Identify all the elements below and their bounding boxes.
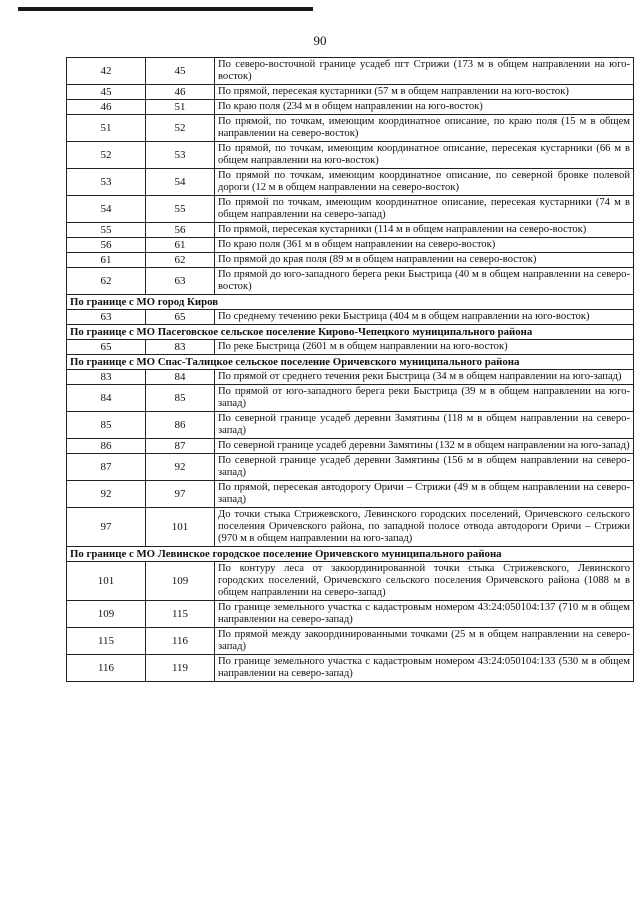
table-row bbox=[67, 115, 634, 142]
point-from: 84 bbox=[67, 385, 146, 412]
point-to: 85 bbox=[146, 385, 215, 412]
point-to: 87 bbox=[146, 439, 215, 454]
table-row bbox=[67, 58, 634, 85]
boundary-description: По прямой от юго-западного берега реки Быстрица (39 м в общем направлении на юго-запад) bbox=[215, 385, 634, 412]
point-from: 52 bbox=[67, 142, 146, 169]
table-row bbox=[67, 481, 634, 508]
section-header-row bbox=[67, 547, 634, 562]
section-header-row bbox=[67, 325, 634, 340]
boundary-description: До точки стыка Стрижевского, Левинского городских поселений, Оричевского сельского поселения Оричевского района, по западной полосе отвода автодороги Оричи – Стрижи (970 м в общем направлении на юго-запад) bbox=[215, 508, 634, 547]
boundary-description: По северной границе усадеб деревни Замятины (118 м в общем направлении на северо-запад) bbox=[215, 412, 634, 439]
boundary-description: По северной границе усадеб деревни Замятины (132 м в общем направлении на юго-запад) bbox=[215, 439, 634, 454]
point-to: 53 bbox=[146, 142, 215, 169]
point-to: 55 bbox=[146, 196, 215, 223]
boundary-description: По прямой от среднего течения реки Быстрица (34 м в общем направлении на юго-запад) bbox=[215, 370, 634, 385]
section-header: По границе с МО Спас-Талицкое сельское поселение Оричевского муниципального района bbox=[67, 355, 634, 370]
boundary-description: По прямой до юго-западного берега реки Быстрица (40 м в общем направлении на северо-восток) bbox=[215, 268, 634, 295]
boundary-description: По прямой по точкам, имеющим координатное описание, пересекая кустарники (74 м в общем направлении на северо-запад) bbox=[215, 196, 634, 223]
point-to: 116 bbox=[146, 628, 215, 655]
boundary-description: По прямой, по точкам, имеющим координатное описание, по краю поля (15 м в общем направлении на северо-восток) bbox=[215, 115, 634, 142]
table-row bbox=[67, 562, 634, 601]
point-from: 65 bbox=[67, 340, 146, 355]
boundary-description: По прямой по точкам, имеющим координатное описание, по северной бровке полевой дороги (12 м в общем направлении на северо-восток) bbox=[215, 169, 634, 196]
point-from: 86 bbox=[67, 439, 146, 454]
point-from: 97 bbox=[67, 508, 146, 547]
point-to: 61 bbox=[146, 238, 215, 253]
point-to: 115 bbox=[146, 601, 215, 628]
point-to: 119 bbox=[146, 655, 215, 682]
table-row bbox=[67, 385, 634, 412]
boundary-description: По прямой, пересекая автодорогу Оричи – Стрижи (49 м в общем направлении на северо-запад) bbox=[215, 481, 634, 508]
boundary-description: По прямой до края поля (89 м в общем направлении на северо-восток) bbox=[215, 253, 634, 268]
table-row bbox=[67, 340, 634, 355]
point-to: 101 bbox=[146, 508, 215, 547]
boundary-description: По среднему течению реки Быстрица (404 м в общем направлении на юго-восток) bbox=[215, 310, 634, 325]
boundary-description: По границе земельного участка с кадастровым номером 43:24:050104:133 (530 м в общем направлении на северо-запад) bbox=[215, 655, 634, 682]
table-row bbox=[67, 655, 634, 682]
point-from: 63 bbox=[67, 310, 146, 325]
table-row bbox=[67, 100, 634, 115]
point-from: 101 bbox=[67, 562, 146, 601]
table-row bbox=[67, 508, 634, 547]
point-from: 83 bbox=[67, 370, 146, 385]
point-to: 84 bbox=[146, 370, 215, 385]
point-to: 56 bbox=[146, 223, 215, 238]
boundary-table-body bbox=[67, 58, 634, 682]
boundary-description: По прямой между закоординированными точками (25 м в общем направлении на северо-запад) bbox=[215, 628, 634, 655]
table-row bbox=[67, 253, 634, 268]
section-header: По границе с МО город Киров bbox=[67, 295, 634, 310]
table-row bbox=[67, 142, 634, 169]
point-to: 83 bbox=[146, 340, 215, 355]
boundary-description: По прямой, пересекая кустарники (57 м в общем направлении на юго-восток) bbox=[215, 85, 634, 100]
point-to: 86 bbox=[146, 412, 215, 439]
boundary-description: По границе земельного участка с кадастровым номером 43:24:050104:137 (710 м в общем направлении на северо-запад) bbox=[215, 601, 634, 628]
header-rule bbox=[18, 7, 313, 11]
section-header-row bbox=[67, 355, 634, 370]
table-row bbox=[67, 238, 634, 253]
table-row bbox=[67, 310, 634, 325]
table-row bbox=[67, 169, 634, 196]
point-from: 45 bbox=[67, 85, 146, 100]
point-from: 109 bbox=[67, 601, 146, 628]
table-row bbox=[67, 601, 634, 628]
point-to: 45 bbox=[146, 58, 215, 85]
table-row bbox=[67, 628, 634, 655]
table-row bbox=[67, 196, 634, 223]
point-from: 116 bbox=[67, 655, 146, 682]
point-from: 54 bbox=[67, 196, 146, 223]
point-from: 92 bbox=[67, 481, 146, 508]
boundary-description: По краю поля (234 м в общем направлении на юго-восток) bbox=[215, 100, 634, 115]
table-row bbox=[67, 268, 634, 295]
point-to: 51 bbox=[146, 100, 215, 115]
point-from: 85 bbox=[67, 412, 146, 439]
point-from: 62 bbox=[67, 268, 146, 295]
point-to: 46 bbox=[146, 85, 215, 100]
table-row bbox=[67, 454, 634, 481]
point-from: 42 bbox=[67, 58, 146, 85]
point-to: 92 bbox=[146, 454, 215, 481]
point-from: 53 bbox=[67, 169, 146, 196]
point-to: 65 bbox=[146, 310, 215, 325]
point-from: 46 bbox=[67, 100, 146, 115]
point-to: 54 bbox=[146, 169, 215, 196]
table-row bbox=[67, 85, 634, 100]
boundary-description: По северо-восточной границе усадеб пгт Стрижи (173 м в общем направлении на юго-восток) bbox=[215, 58, 634, 85]
boundary-description: По краю поля (361 м в общем направлении на северо-восток) bbox=[215, 238, 634, 253]
point-to: 109 bbox=[146, 562, 215, 601]
boundary-description: По северной границе усадеб деревни Замятины (156 м в общем направлении на северо-запад) bbox=[215, 454, 634, 481]
boundary-description: По прямой, по точкам, имеющим координатное описание, пересекая кустарники (66 м в общем направлении на юго-восток) bbox=[215, 142, 634, 169]
point-from: 56 bbox=[67, 238, 146, 253]
point-to: 52 bbox=[146, 115, 215, 142]
point-from: 87 bbox=[67, 454, 146, 481]
table-row bbox=[67, 412, 634, 439]
point-from: 115 bbox=[67, 628, 146, 655]
point-from: 51 bbox=[67, 115, 146, 142]
table-row bbox=[67, 223, 634, 238]
section-header-row bbox=[67, 295, 634, 310]
section-header: По границе с МО Левинское городское поселение Оричевского муниципального района bbox=[67, 547, 634, 562]
boundary-description: По контуру леса от закоординированной точки стыка Стрижевского, Левинского городских поселений, Оричевского сельского поселения Оричевского района (1088 м в общем направлении на северо-запад) bbox=[215, 562, 634, 601]
boundary-description: По реке Быстрица (2601 м в общем направлении на юго-восток) bbox=[215, 340, 634, 355]
point-to: 62 bbox=[146, 253, 215, 268]
boundary-description: По прямой, пересекая кустарники (114 м в общем направлении на северо-восток) bbox=[215, 223, 634, 238]
table-row bbox=[67, 439, 634, 454]
point-to: 63 bbox=[146, 268, 215, 295]
point-from: 61 bbox=[67, 253, 146, 268]
point-from: 55 bbox=[67, 223, 146, 238]
page-number: 90 bbox=[313, 33, 327, 48]
table-row bbox=[67, 370, 634, 385]
boundary-table bbox=[66, 57, 634, 682]
point-to: 97 bbox=[146, 481, 215, 508]
section-header: По границе с МО Пасеговское сельское поселение Кирово-Чепецкого муниципального района bbox=[67, 325, 634, 340]
